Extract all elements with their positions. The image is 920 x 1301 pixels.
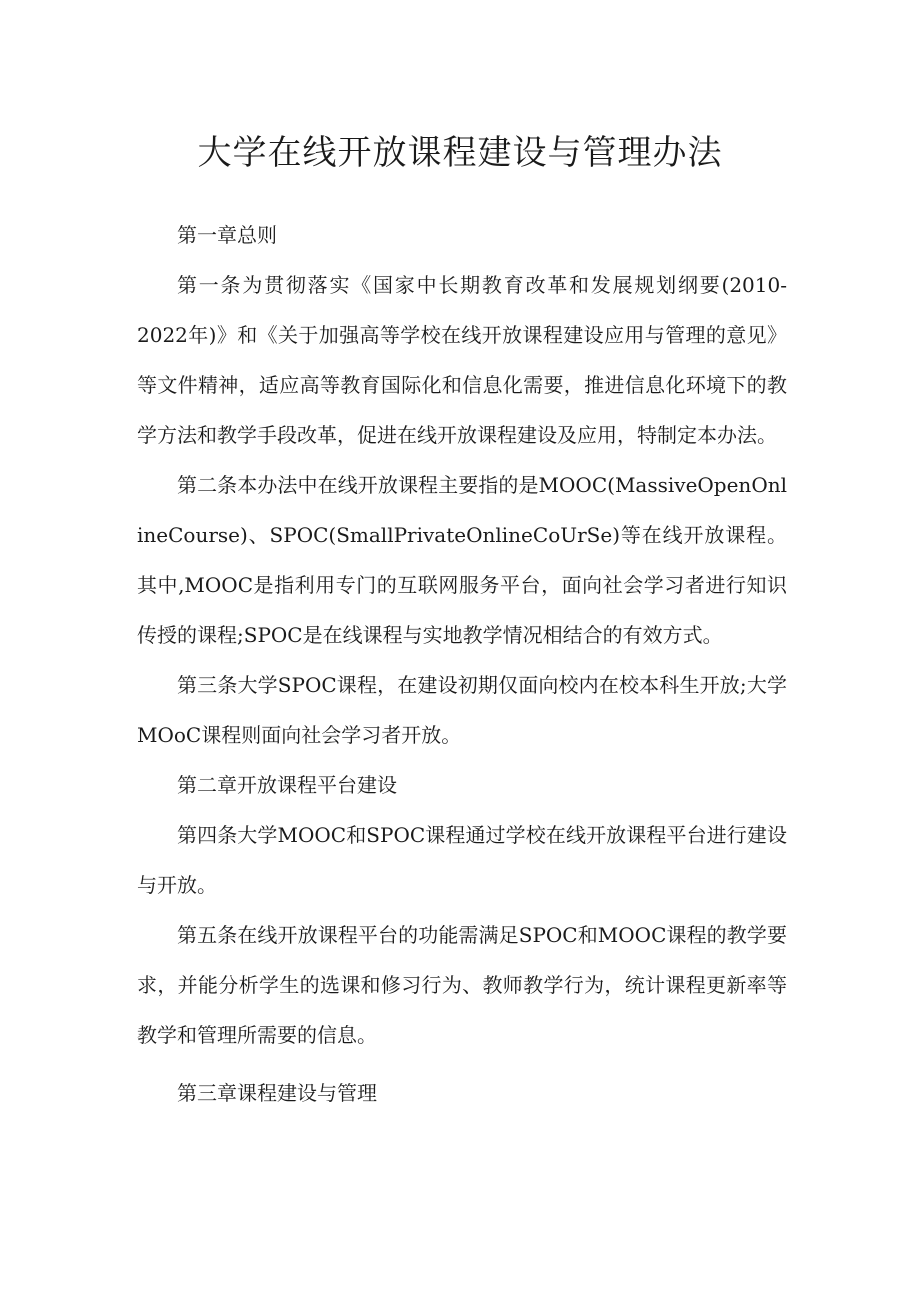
chapter-heading: 第二章开放课程平台建设: [177, 773, 397, 797]
chapter-heading: 第三章课程建设与管理: [177, 1081, 377, 1105]
article-paragraph: 第五条在线开放课程平台的功能需满足SPOC和MOOC课程的教学要求，并能分析学生的选课和修习行为、教师教学行为，统计课程更新率等教学和管理所需要的信息。: [137, 923, 787, 1047]
document-title: 大学在线开放课程建设与管理办法: [197, 133, 723, 173]
article-paragraph: 第一条为贯彻落实《国家中长期教育改革和发展规划纲要(2010-2022年)》和《关于加强高等学校在线开放课程建设应用与管理的意见》等文件精神，适应高等教育国际化和信息化需要，推进信息化环境下的教学方法和教学手段改革，促进在线开放课程建设及应用，特制定本办法。: [137, 273, 787, 447]
article-paragraph: 第三条大学SPOC课程，在建设初期仅面向校内在校本科生开放;大学MOoC课程则面向社会学习者开放。: [137, 673, 787, 747]
chapter-heading: 第一章总则: [177, 223, 277, 247]
article-paragraph: 第二条本办法中在线开放课程主要指的是MOOC(MassiveOpenOnlineCourse)、SPOC(SmallPrivateOnlineCoUrSe)等在线开放课程。其中,MOOC是指利用专门的互联网服务平台，面向社会学习者进行知识传授的课程;SPOC是在线课程与实地教学情况相结合的有效方式。: [137, 473, 787, 647]
article-paragraph: 第四条大学MOOC和SPOC课程通过学校在线开放课程平台进行建设与开放。: [137, 823, 787, 897]
document-body: [137, 210, 787, 1118]
